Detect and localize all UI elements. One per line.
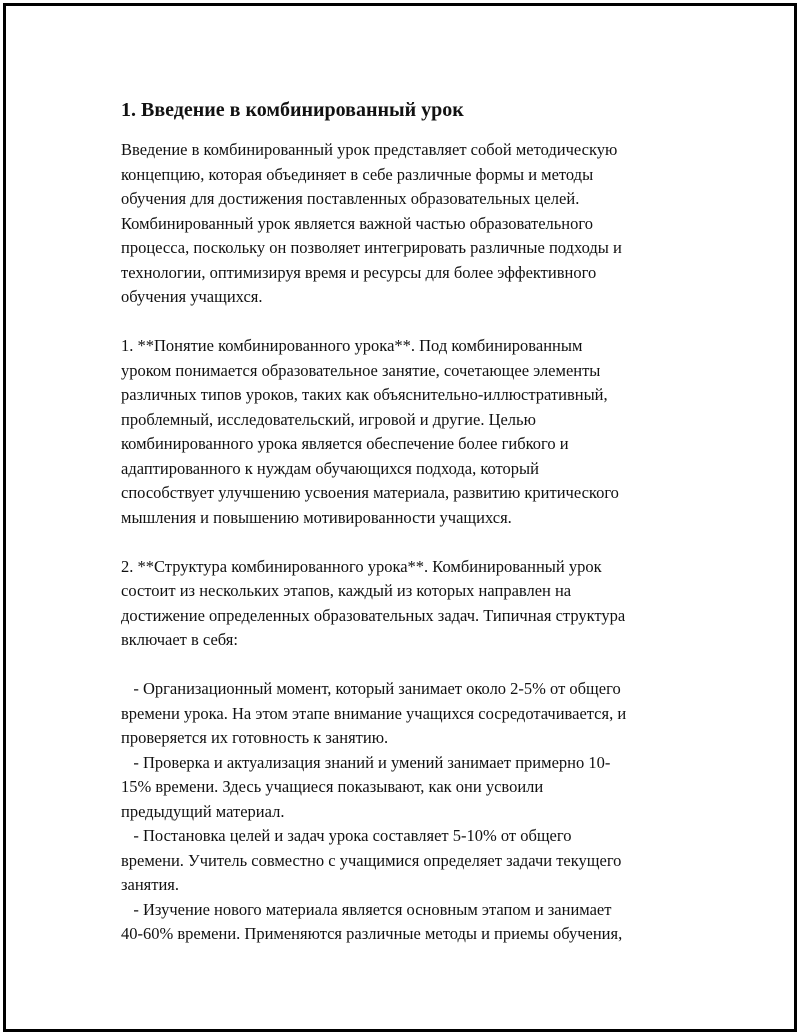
text-line: различных типов уроков, таких как объяснительно-иллюстративный,: [121, 385, 608, 404]
text-line: 40-60% времени. Применяются различные методы и приемы обучения,: [121, 924, 623, 943]
paragraph-gap: [121, 310, 696, 335]
text-line: проблемный, исследовательский, игровой и другие. Целью: [121, 409, 536, 429]
text-line: технологии, оптимизируя время и ресурсы для более эффективного: [121, 262, 597, 282]
document-content: [121, 96, 696, 947]
text-line: проверяется их готовность к занятию.: [121, 728, 389, 747]
text-line: комбинированного урока является обеспечение более гибкого и: [121, 434, 569, 453]
text-line: обучения учащихся.: [121, 287, 263, 306]
text-line: способствует улучшению усвоения материала, развитию критического: [121, 483, 619, 502]
text-line: занятия.: [121, 875, 180, 894]
list-item-line: - Проверка и актуализация знаний и умений занимает примерно 10-: [121, 752, 611, 772]
paragraph-structure: [121, 555, 696, 653]
list-item-line: - Изучение нового материала является основным этапом и занимает: [121, 899, 612, 919]
text-line: предыдущий материал.: [121, 801, 285, 821]
section-heading: 1. Введение в комбинированный урок: [121, 99, 464, 121]
text-line: достижение определенных образовательных задач. Типичная структура: [121, 605, 626, 625]
paragraph-gap: [121, 653, 696, 678]
list-item-line: - Постановка целей и задач урока составляет 5-10% от общего: [121, 826, 572, 845]
paragraph-gap: [121, 530, 696, 555]
text-line: времени урока. На этом этапе внимание учащихся сосредотачивается, и: [121, 703, 627, 723]
text-line: обучения для достижения поставленных образовательных целей.: [121, 189, 580, 208]
text-line: Комбинированный урок является важной частью образовательного: [121, 213, 593, 233]
paragraph-concept: [121, 334, 696, 530]
text-line: включает в себя:: [121, 630, 238, 649]
text-line: концепцию, которая объединяет в себе различные формы и методы: [121, 164, 594, 184]
paragraph-stages-list: [121, 677, 696, 947]
list-item-line: - Организационный момент, который занимает около 2-5% от общего: [121, 679, 621, 698]
text-line: адаптированного к нуждам обучающихся подхода, который: [121, 458, 539, 478]
text-line: Введение в комбинированный урок представляет собой методическую: [121, 140, 618, 159]
text-line: состоит из нескольких этапов, каждый из которых направлен на: [121, 581, 572, 600]
text-line: 1. **Понятие комбинированного урока**. Под комбинированным: [121, 336, 583, 355]
text-line: уроком понимается образовательное занятие, сочетающее элементы: [121, 360, 601, 380]
paragraph-intro: [121, 138, 696, 310]
text-line: мышления и повышению мотивированности учащихся.: [121, 507, 512, 527]
text-line: процесса, поскольку он позволяет интегрировать различные подходы и: [121, 238, 622, 257]
text-line: времени. Учитель совместно с учащимися определяет задачи текущего: [121, 850, 622, 870]
document-page: [3, 3, 797, 1032]
text-line: 2. **Структура комбинированного урока**. Комбинированный урок: [121, 556, 602, 576]
text-line: 15% времени. Здесь учащиеся показывают, как они усвоили: [121, 777, 544, 796]
